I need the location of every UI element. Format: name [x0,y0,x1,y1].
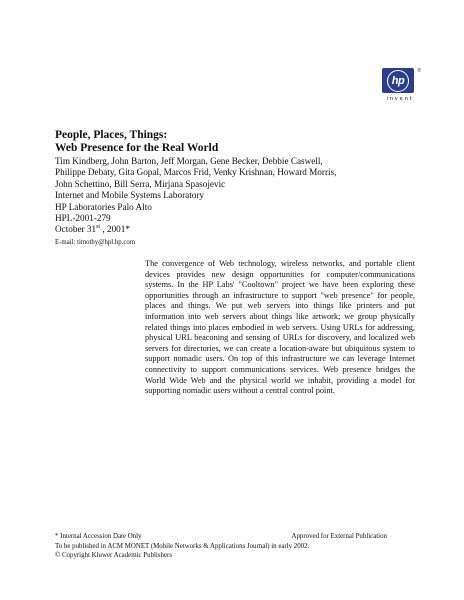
abstract-text: The convergence of Web technology, wireless networks, and portable client devices provides new design opportunities for computer/communications systems. In the HP Labs' "Cooltown" project we have been exploring these opportunities through an infrastructure to support "web presence" for people, places and things. We put web servers into things like printers and put information into web servers about things like artwork; we group physically related things into places embodied in web servers. Using URLs for addressing, physical URL beaconing and sensing of URLs for discovery, and localized web servers for directories, we can create a location-aware but ubiquitous system to support nomadic users. On top of this infrastructure we can leverage Internet connectivity to support communications services. Web presence bridges the World Wide Web and the physical world we inhabit, providing a model for supporting nomadic users without a central control point. [145,259,415,396]
author-line: Tim Kindberg, John Barton, Jeff Morgan, Gene Becker, Debbie Caswell, [55,156,323,166]
author-line: Philippe Debaty, Gita Gopal, Marcos Frid, Venky Krishnan, Howard Morris, [55,167,337,178]
report-date [55,224,385,235]
author-line: John Schettino, Bill Serra, Mirjana Spasojevic [55,178,226,189]
hp-logo-mark [382,68,421,93]
copyright-note: © Copyright Kluwer Academic Publishers [55,552,172,560]
hp-logo-circle: hp [387,70,409,92]
lab-name: Internet and Mobile Systems Laboratory [55,190,205,201]
lab-location: HP Laboratories Palo Alto [55,201,152,212]
internal-accession-note: * Internal Accession Date Only [55,533,142,540]
date-superscript: st [96,224,101,231]
hp-logo [382,68,422,104]
approval-note: Approved for External Publication [291,533,387,540]
date-suffix: , 2001* [102,224,130,235]
contact-email: E-mail: timothy@hpl.hp.com [55,239,136,246]
publication-note: To be published in ACM MONET (Mobile Networks & Applications Journal) in early 2002. [55,542,310,550]
registered-mark: ® [417,68,421,74]
footer-row [55,532,395,542]
hp-logo-tagline: invent [386,96,414,102]
paper-title [55,129,218,155]
date-prefix: October 31 [55,224,97,235]
title-line-2: Web Presence for the Real World [55,142,219,154]
report-id: HPL-2001-279 [55,213,111,224]
title-line-1: People, Places, Things: [55,129,168,141]
footer [55,532,395,561]
author-block [55,156,385,236]
